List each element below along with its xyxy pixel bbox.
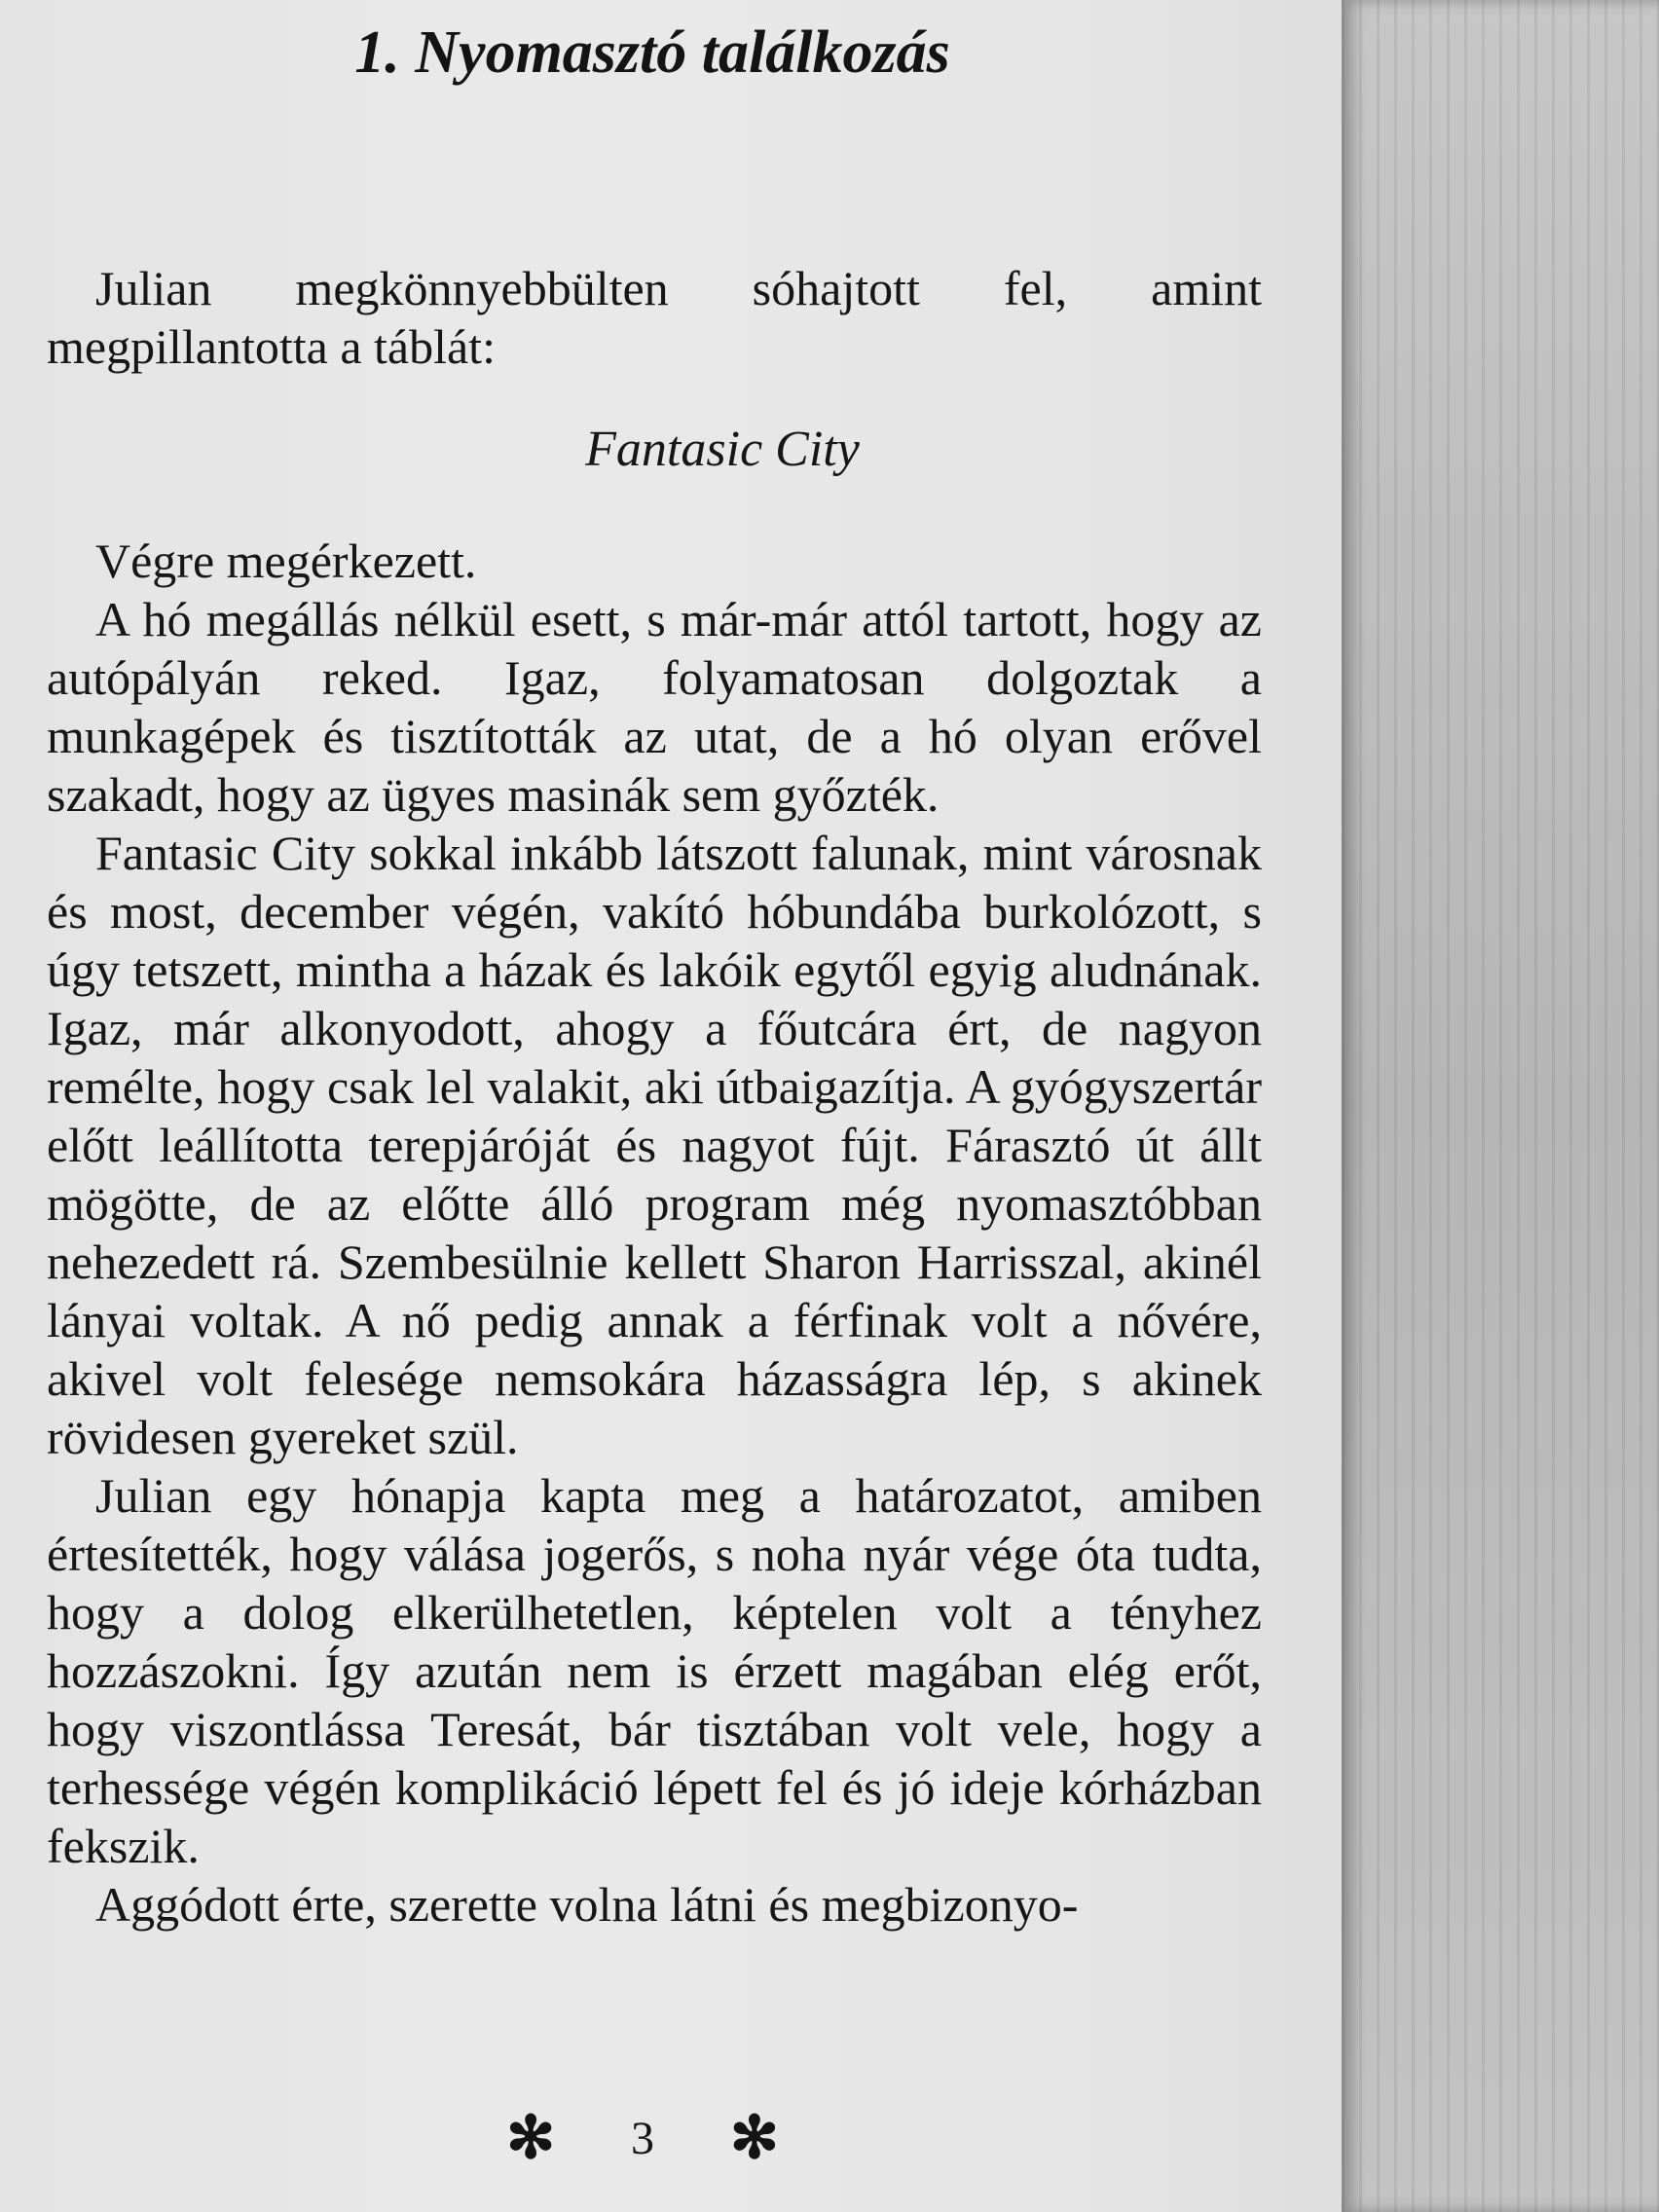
paragraph-4: Fantasic City sokkal inkább látszott falunak, mint városnak és most, december végén, vakító hóbundába burkolózott, s úgy tetszett, mintha a házak és lakóik egytől egyig aludnának. Igaz, már alkonyodott, ahogy a főutcára ért, de nagyon remélte, hogy csak lel valakit, aki útbaigazítja. A gyógyszertár előtt leállította terepjáróját és nagyot fújt. Fárasztó út állt mögötte, de az előtte álló program még nyomasztóbban nehezedett rá. Szembesülnie kellett Sharon Harrisszal, akinél lányai voltak. A nő pedig annak a férfinak volt a nővére, akivel volt felesége nemsokára házasságra lép, s akinek rövidesen gyereket szül. (47, 826, 1262, 1464)
paragraph-3: A hó megállás nélkül esett, s már-már attól tartott, hogy az autópályán reked. Igaz, folyamatosan dolgoztak a munkagépek és tisztították az utat, de a hó olyan erővel szakadt, hogy az ügyes masinák sem győzték. (47, 592, 1262, 822)
asterisk-ornament-icon: ✻ (506, 2106, 556, 2170)
page-number: 3 (631, 2112, 654, 2164)
paragraph-1: Julian megkönnyebbülten sóhajtott fel, amint megpillantotta a táblát: (47, 261, 1262, 374)
page-footer (506, 2107, 779, 2169)
chapter-title: 1. Nyomasztó találkozás (354, 19, 950, 86)
asterisk-ornament-icon: ✻ (729, 2106, 779, 2170)
background-surface (1342, 0, 1659, 2212)
paragraph-6: Aggódott érte, szerette volna látni és megbizonyo- (95, 1877, 1079, 1932)
paragraph-2: Végre megérkezett. (95, 534, 477, 588)
sign-text: Fantasic City (585, 422, 860, 477)
paragraph-5: Julian egy hónapja kapta meg a határozatot, amiben értesítették, hogy válása jogerős, s noha nyár vége óta tudta, hogy a dolog elkerülhetetlen, képtelen volt a tényhez hozzászokni. Így azután nem is érzett magában elég erőt, hogy viszontlássa Teresát, bár tisztában volt vele, hogy a terhessége végén komplikáció lépett fel és jó ideje kórházban fekszik. (47, 1468, 1262, 1873)
text-body (47, 259, 1262, 1934)
